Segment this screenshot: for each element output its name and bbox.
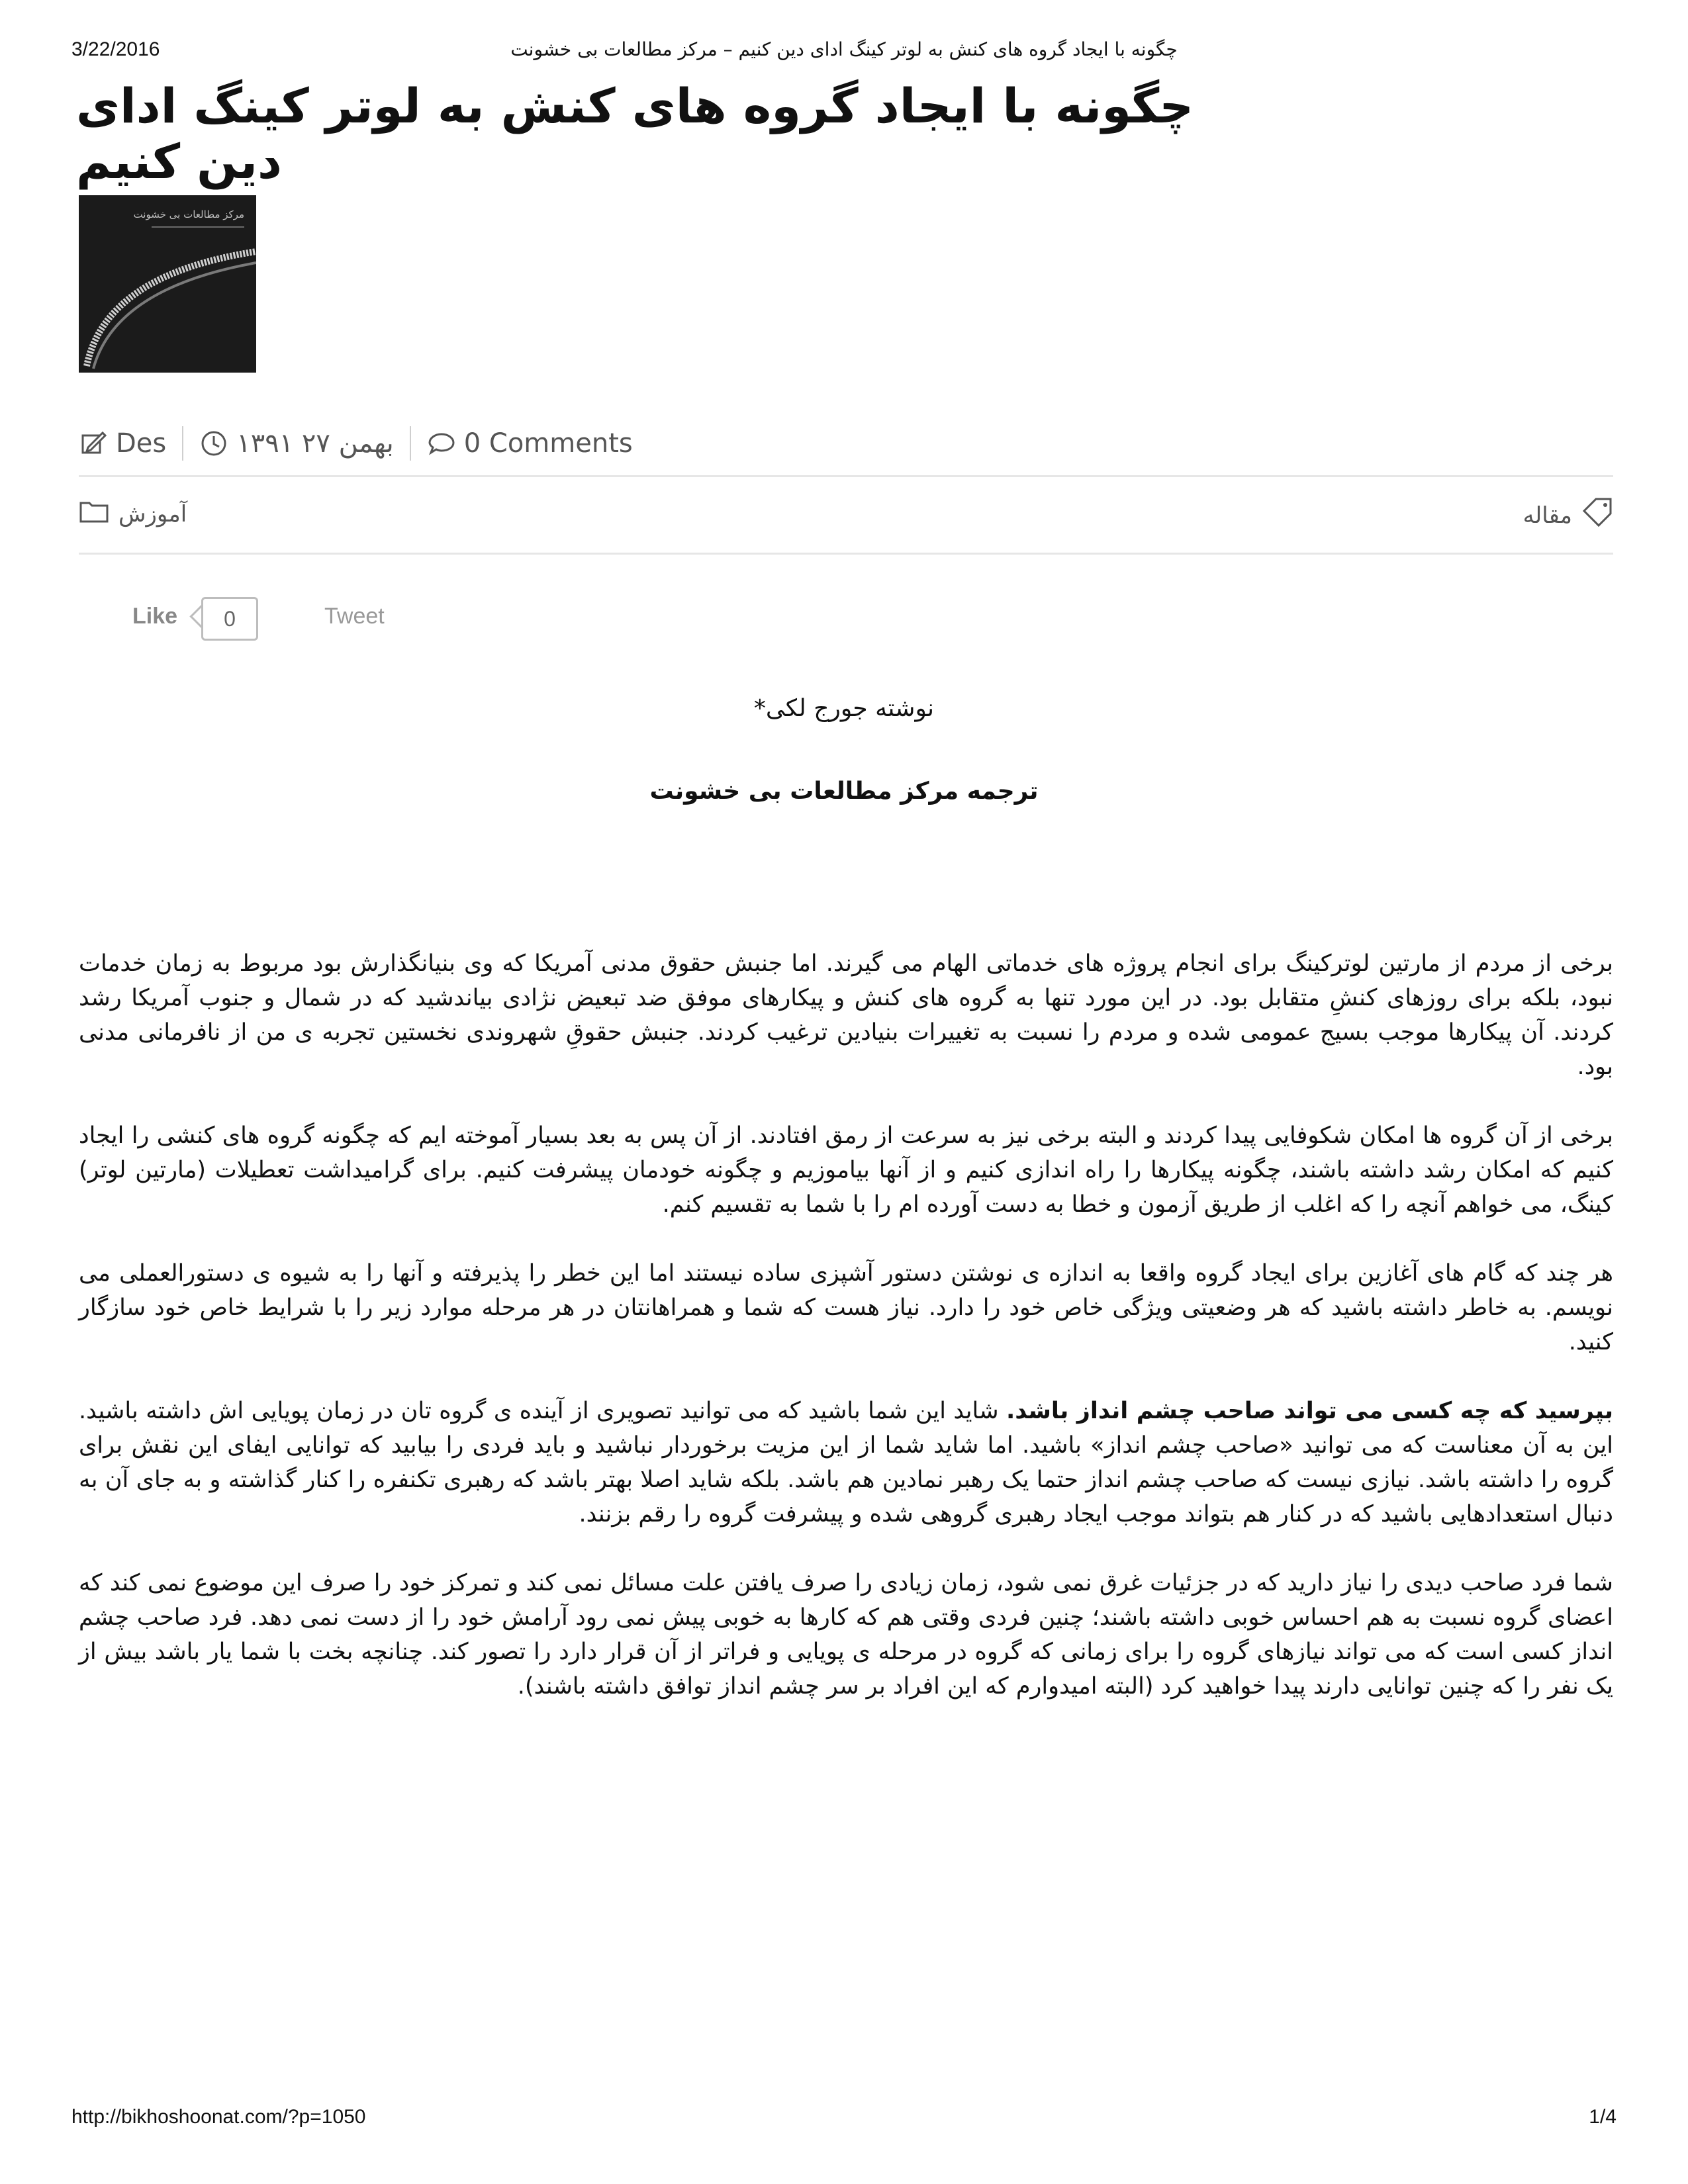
comment-bubble-icon xyxy=(427,429,456,458)
author-byline: نوشته جورج لکی* xyxy=(753,695,935,722)
folder-icon xyxy=(79,498,109,530)
tag-icon xyxy=(1581,498,1613,533)
article-thumbnail[interactable] xyxy=(79,195,256,373)
print-header-title: چگونه با ایجاد گروه های کنش به لوتر کینگ ادای دین کنیم – مرکز مطالعات بی خشونت xyxy=(510,38,1178,60)
category-link[interactable] xyxy=(79,498,187,530)
facebook-like-button[interactable]: Like xyxy=(132,604,178,629)
tag-link[interactable] xyxy=(1523,498,1613,533)
article-paragraph: هر چند که گام های آغازین برای ایجاد گروه واقعا به اندازه ی نوشتن دستور آشپزی ساده نیستند اما این خطر را پذیرفته و آنها را به شیوه ی دستورالعملی می نویسم. به خاطر داشته باشید که هر وضعیتی ویژگی خاص خود را دارد. نیاز هست که شما و همراهانتان در هر مرحله موارد زیر را با شرایط خاص خود سازگار کنید. xyxy=(79,1260,1613,1355)
article-meta xyxy=(79,424,633,463)
comments-meta[interactable] xyxy=(427,428,633,459)
post-date: بهمن ۲۷ ۱۳۹۱ xyxy=(236,428,394,459)
article-paragraph xyxy=(79,1394,1613,1531)
author-meta[interactable] xyxy=(79,428,166,459)
tag-label[interactable]: مقاله xyxy=(1523,502,1572,529)
paragraph-bold-lead: بپرسید که چه کسی می تواند صاحب چشم انداز باشد. xyxy=(1006,1398,1613,1424)
page-title: چگونه با ایجاد گروه های کنش به لوتر کینگ ادای دین کنیم xyxy=(76,78,1194,189)
thumbnail-text: مرکز مطالعات بی خشونت xyxy=(133,208,244,220)
like-count: 0 xyxy=(201,597,258,641)
author-name[interactable]: Des xyxy=(116,428,167,459)
article-paragraph: شما فرد صاحب دیدی را نیاز دارید که در جزئیات غرق نمی شود، زمان زیادی را صرف یافتن علت مسائل نمی کند و تمرکز خود را صرف این موضوع نمی کند که اعضای گروه نسبت به هم احساس خوبی داشته باشند؛ چنین فردی وقتی هم که کارها به خوبی پیش نمی رود آرامش خود را از دست نمی دهد. فرد صاحب چشم انداز کسی است که می تواند نیازهای گروه را برای زمانی که گروه در مرحله ی پویایی و فراتر از آن قرار دارد را تصور کند. چنانچه بخت با شما یار باشد بیش از یک نفر را که چنین توانایی دارند پیدا خواهید کرد (البته امیدوارم که این افراد بر سر چشم انداز توافق داشته باشند). xyxy=(79,1570,1613,1700)
meta-divider xyxy=(182,426,183,461)
article-paragraph: برخی از مردم از مارتین لوترکینگ برای انجام پروژه های خدماتی الهام می گیرند. اما جنبش حقوق مدنی آمریکا که وی بنیانگذارش بود مربوط به زمان خدمات نبود، بلکه برای روزهای کنشِ متقابل بود. در این مورد تنها به گروه های کنش و پیکارهای موفق ضد تبعیض نژادی بیاندشید که در شمال و جنوب آمریکا رشد کردند. آن پیکارها موجب بسیج عمومی شده و مردم را نسبت به تغییرات بنیادین ترغیب کردند. جنبش حقوقِ شهروندی نخستین تجربه ی من از نافرمانی مدنی بود. xyxy=(79,950,1613,1080)
tags-divider-line xyxy=(79,553,1613,555)
print-footer-url: http://bikhoshoonat.com/?p=1050 xyxy=(71,2106,366,2128)
article-paragraph: برخی از آن گروه ها امکان شکوفایی پیدا کردند و البته برخی نیز به سرعت از رمق افتادند. از آن پس به بعد بسیار آموخته ایم که چگونه گروه های کنشی را ایجاد کنیم که امکان رشد داشته باشند، چگونه پیکارها را راه اندازی کنیم و از آنها بیاموزیم و چگونه خودمان پیشرفت کنیم. برای گرامیداشت تعطیلات (مارتین لوتر) کینگ، می خواهم آنچه را که اغلب از طریق آزمون و خطا به دست آورده ام را با شما به تقسیم کنم. xyxy=(79,1122,1613,1218)
category-label[interactable]: آموزش xyxy=(118,500,187,527)
paragraph-text: شاید این شما باشید که می توانید تصویری از آینده ی گروه تان در زمان پویایی اش داشته باشید. این به آن معناست که می توانید «صاحب چشم انداز» باشید. اما شاید شما از این مزیت برخوردار نباشید و باید فردی را بیابید که توانایی ایفای این نقش برای گروه را داشته باشد. نیازی نیست که صاحب چشم انداز حتما یک رهبر نمادین هم باشد. بلکه شاید اصلا بهتر باشد که رهبری تکنفره را کنار گذاشته و به جای آن به دنبال استعدادهایی باشید که در کنار هم بتواند موجب ایجاد رهبری گروهی شده و پیشرفت گروه را رقم بزنند. xyxy=(79,1398,1613,1527)
date-meta xyxy=(199,428,393,459)
meta-divider-line xyxy=(79,475,1613,477)
print-date: 3/22/2016 xyxy=(71,38,160,60)
comments-link[interactable]: 0 Comments xyxy=(463,428,633,459)
meta-divider xyxy=(410,426,411,461)
edit-icon xyxy=(79,429,108,458)
translator-credit: ترجمه مرکز مطالعات بی خشونت xyxy=(649,778,1039,805)
clock-icon xyxy=(199,429,228,458)
article-body xyxy=(79,946,1613,1738)
print-footer-page-number: 1/4 xyxy=(1589,2106,1617,2128)
tweet-button[interactable]: Tweet xyxy=(324,604,385,629)
thumbnail-graphic xyxy=(79,195,256,373)
